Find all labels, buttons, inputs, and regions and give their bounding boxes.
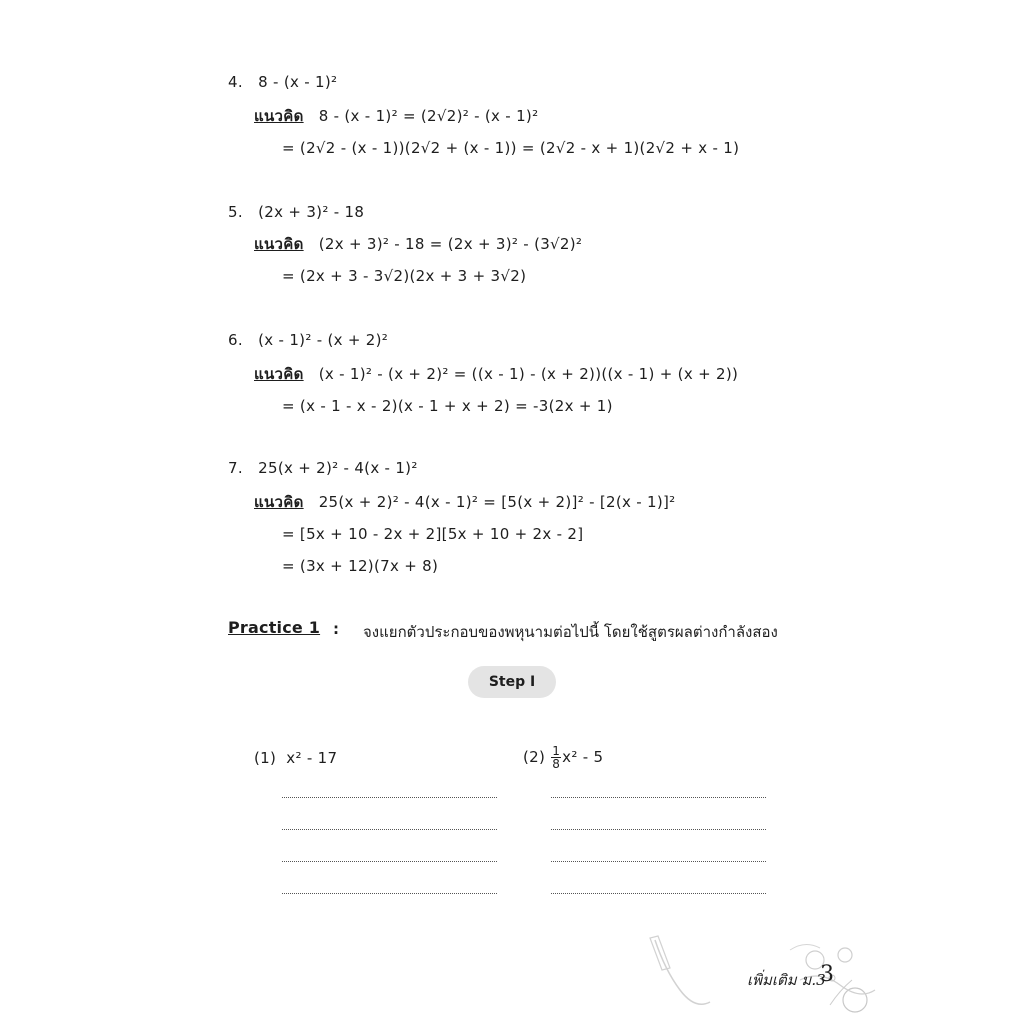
problem-7-expression: 25(x + 2)² - 4(x - 1)² [258,459,418,477]
fraction-numerator: 1 [552,744,561,758]
answer-line[interactable] [551,797,766,798]
problem-4-label: แนวคิด [254,107,304,125]
problem-5-step1-text: (2x + 3)² - 18 = (2x + 3)² - (3√2)² [318,235,583,253]
problem-7-label: แนวคิด [254,493,304,511]
page-number: 3 [820,962,834,987]
answer-line[interactable] [551,893,766,894]
problem-5-question [228,202,364,222]
problem-5-number: 5. [228,203,243,221]
problem-6-question [228,330,388,350]
practice-instruction: จงแยกตัวประกอบของพหุนามต่อไปนี้ โดยใช้สูตรผลต่างกำลังสอง [363,623,778,641]
problem-7-step1-text: 25(x + 2)² - 4(x - 1)² = [5(x + 2)]² - [2(x - 1)]² [318,493,676,511]
exercise-2-number: (2) [523,748,546,766]
exercise-1-number: (1) [254,749,277,767]
exercise-1-expression: x² - 17 [286,749,338,767]
practice-title: Practice 1 [228,618,321,637]
problem-4-step2: = (2√2 - (x - 1))(2√2 + (x - 1)) = (2√2 - x + 1)(2√2 + x - 1) [282,139,740,157]
problem-7-step3: = (3x + 12)(7x + 8) [282,557,439,575]
problem-4-number: 4. [228,73,243,91]
exercise-1 [254,748,337,768]
answer-line[interactable] [282,797,497,798]
step-badge-label: Step I [488,674,536,690]
problem-4-step1 [254,106,538,126]
problem-6-step1-text: (x - 1)² - (x + 2)² = ((x - 1) - (x + 2))((x - 1) + (x + 2)) [318,365,739,383]
problem-7-number: 7. [228,459,243,477]
problem-6-expression: (x - 1)² - (x + 2)² [258,331,389,349]
answer-line[interactable] [551,829,766,830]
problem-5-label: แนวคิด [254,235,304,253]
step-badge [468,666,556,698]
exercise-2-expression: x² - 5 [562,748,604,766]
book-label: เพิ่มเติม ม.3 [747,971,826,989]
problem-6-label: แนวคิด [254,365,304,383]
answer-line[interactable] [282,893,497,894]
problem-7-question [228,458,418,478]
problem-7-step2: = [5x + 10 - 2x + 2][5x + 10 + 2x - 2] [282,525,584,543]
problem-4-expression: 8 - (x - 1)² [258,73,338,91]
fraction-denominator: 8 [552,757,561,771]
answer-line[interactable] [551,861,766,862]
problem-7-step1 [254,492,676,512]
answer-line[interactable] [282,829,497,830]
problem-5-step2: = (2x + 3 - 3√2)(2x + 3 + 3√2) [282,267,527,285]
exercise-2 [523,744,603,770]
answer-line[interactable] [282,861,497,862]
problem-5-expression: (2x + 3)² - 18 [258,203,365,221]
problem-5-step1 [254,234,582,254]
problem-6-number: 6. [228,331,243,349]
problem-4-step1-text: 8 - (x - 1)² = (2√2)² - (x - 1)² [318,107,539,125]
practice-colon: : [333,620,339,638]
problem-4-question [228,72,337,92]
problem-6-step2: = (x - 1 - x - 2)(x - 1 + x + 2) = -3(2x + 1) [282,397,613,415]
exercise-2-fraction [551,745,561,770]
problem-6-step1 [254,364,738,384]
